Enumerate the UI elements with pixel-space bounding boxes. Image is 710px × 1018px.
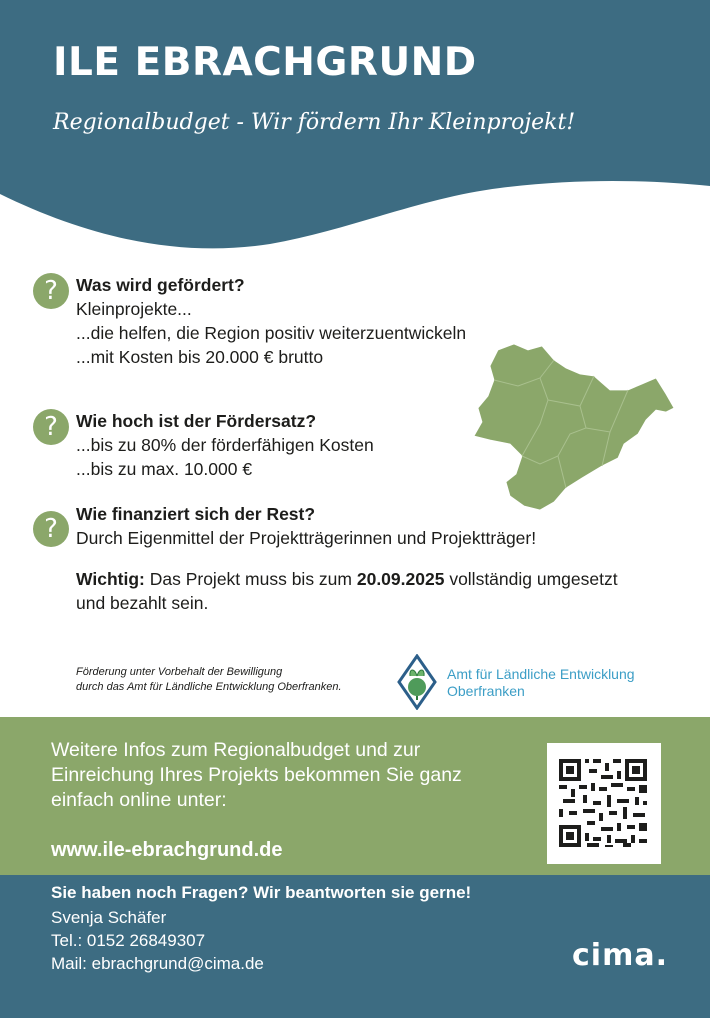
ale-logo-line: Oberfranken (447, 683, 525, 699)
info-text: Weitere Infos zum Regionalbudget und zur Einreichung Ihres Projekts bekommen Sie ganz einfach online unter: (51, 739, 462, 811)
website-link[interactable]: www.ile-ebrachgrund.de (51, 839, 283, 861)
qr-code[interactable] (547, 743, 661, 864)
question-line: ...bis zu 80% der förderfähigen Kosten (76, 435, 374, 455)
important-date: 20.09.2025 (356, 569, 445, 589)
region-map (470, 338, 676, 514)
contact-mail[interactable]: Mail: ebrachgrund@cima.de (51, 954, 264, 973)
important-text: vollständig umgesetzt und bezahlt sein. (76, 569, 618, 613)
qr-code-icon (547, 743, 661, 864)
note-line: Förderung unter Vorbehalt der Bewilligung (76, 666, 283, 678)
question-line: ...bis zu max. 10.000 € (76, 459, 253, 479)
contact-phone[interactable]: Tel.: 0152 26849307 (51, 931, 206, 950)
page-title: ILE EBRACHGRUND (53, 40, 477, 85)
question-heading: Wie finanziert sich der Rest? (76, 504, 316, 524)
question-text (76, 502, 536, 550)
ale-logo-line: Amt für Ländliche Entwicklung (447, 666, 635, 682)
question-mark-icon: ? (33, 511, 69, 547)
cima-logo: cima. (572, 938, 668, 973)
contact-heading: Sie haben noch Fragen? Wir beantworten sie gerne! (51, 883, 472, 902)
important-label: Wichtig: (76, 569, 145, 589)
question-mark-icon: ? (33, 273, 69, 309)
question-heading: Wie hoch ist der Fördersatz? (76, 411, 317, 431)
question-text (76, 273, 466, 369)
question-line: ...mit Kosten bis 20.000 € brutto (76, 347, 324, 367)
question-text (76, 409, 374, 481)
contact-name: Svenja Schäfer (51, 908, 167, 927)
page-subtitle: Regionalbudget - Wir fördern Ihr Kleinprojekt! (53, 110, 576, 135)
question-mark-icon: ? (33, 409, 69, 445)
question-line: ...die helfen, die Region positiv weiterzuentwickeln (76, 323, 467, 343)
note-line: durch das Amt für Ländliche Entwicklung Oberfranken. (76, 681, 342, 693)
question-line: Durch Eigenmittel der Projektträgerinnen und Projektträger! (76, 528, 537, 548)
funding-note (76, 665, 342, 695)
ale-logo-icon (397, 654, 437, 710)
header-banner (0, 0, 710, 260)
important-note (76, 567, 636, 615)
ale-logo-text (447, 666, 635, 700)
question-line: Kleinprojekte... (76, 299, 192, 319)
question-heading: Was wird gefördert? (76, 275, 245, 295)
important-text: Das Projekt muss bis zum (144, 569, 357, 589)
